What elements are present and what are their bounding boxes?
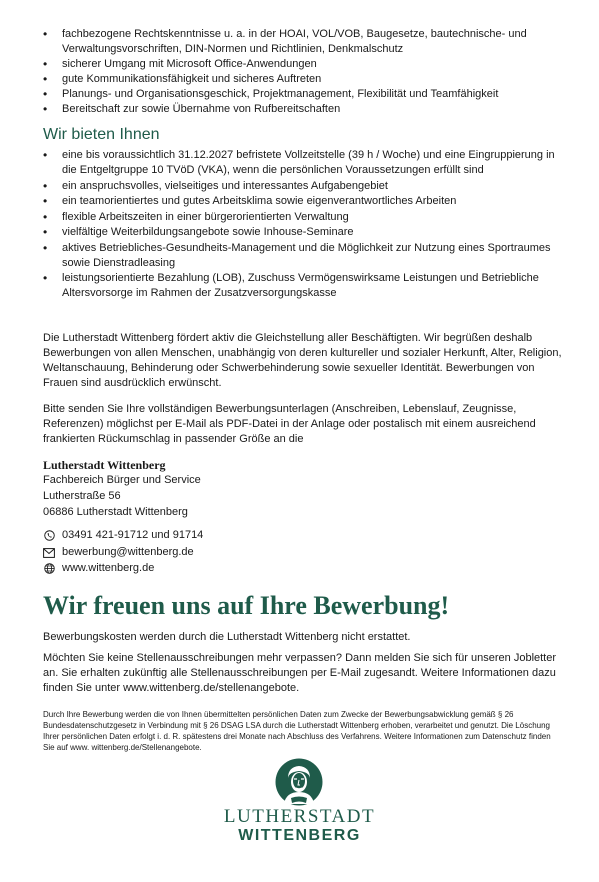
contact-web	[43, 561, 154, 576]
list-item: • ein anspruchsvolles, vielseitiges und interessantes Aufgabengebiet	[43, 179, 558, 194]
address-street: Lutherstraße 56	[43, 490, 121, 502]
list-item: • Planungs- und Organisationsgeschick, Projektmanagement, Flexibilität und Teamfähigkeit	[43, 87, 558, 102]
costs-paragraph: Bewerbungskosten werden durch die Lutherstadt Wittenberg nicht erstattet.	[43, 631, 411, 643]
offer-heading: Wir bieten Ihnen	[43, 126, 160, 143]
email-link[interactable]: bewerbung@wittenberg.de	[62, 546, 194, 558]
application-paragraph: Bitte senden Sie Ihre vollständigen Bewerbungsunterlagen (Anschreiben, Lebenslauf, Zeugnisse, Referenzen) möglichst per E-Mail als PDF-Datei in der Anlage oder postalisch mit einem ausreichend frankierten Rückumschlag in passender Größe an die	[43, 403, 536, 445]
list-item: • fachbezogene Rechtskenntnisse u. a. in der HOAI, VOL/VOB, Baugesetze, bautechnische- und Verwaltungsvorschriften, DIN-Normen und Richtlinien, Denkmalschutz	[43, 27, 558, 57]
equality-paragraph: Die Lutherstadt Wittenberg fördert aktiv die Gleichstellung aller Beschäftigten. Wir begrüßen deshalb Bewerbungen von allen Menschen, unabhängig von deren kultureller und sozialer Herkunft, Alter, Religion, Weltanschauung, Behinderung oder Schwerbehinderung sowie sexueller Identität. Bewerbungen von Frauen sind ausdrücklich erwünscht.	[43, 332, 562, 389]
list-item: • aktives Betriebliches-Gesundheits-Management und die Möglichkeit zur Nutzung eines Sportraumes sowie Dienstradleasing	[43, 241, 558, 271]
logo-text-line2: WITTENBERG	[238, 827, 361, 844]
logo-text-line1: LUTHERSTADT	[223, 806, 376, 827]
list-item: • ein teamorientiertes und gutes Arbeitsklima sowie eigenverantwortliches Arbeiten	[43, 194, 558, 209]
contact-phone	[43, 528, 203, 543]
luther-portrait-icon	[275, 758, 323, 806]
phone-number: 03491 421-91712 und 91714	[62, 529, 204, 541]
address-city: 06886 Lutherstadt Wittenberg	[43, 506, 188, 518]
contact-email	[43, 545, 194, 560]
offers-list	[43, 148, 558, 302]
envelope-icon	[43, 547, 55, 559]
closing-heading: Wir freuen uns auf Ihre Bewerbung!	[43, 591, 450, 620]
list-item: • sicherer Umgang mit Microsoft Office-Anwendungen	[43, 57, 558, 72]
phone-icon	[43, 530, 55, 542]
jobletter-paragraph: Möchten Sie keine Stellenausschreibungen mehr verpassen? Dann melden Sie sich für unseren Jobletter an. Sie erhalten zukünftig alle Stellenausschreibungen per E-Mail zugesandt. Weitere Informationen dazu finden Sie unter www.wittenberg.de/stellenangebote.	[43, 652, 557, 694]
requirements-list	[43, 27, 558, 117]
list-item: • leistungsorientierte Bezahlung (LOB), Zuschuss Vermögenswirksame Leistungen und Betriebliche Altersvorsorge im Rahmen der Zusatzversorgungskasse	[43, 271, 558, 301]
list-item: • flexible Arbeitszeiten in einer bürgerorientierten Verwaltung	[43, 210, 558, 225]
list-item: • vielfältige Weiterbildungsangebote sowie Inhouse-Seminare	[43, 225, 558, 240]
privacy-notice: Durch Ihre Bewerbung werden die von Ihnen übermittelten persönlichen Daten zum Zwecke der Bewerbungsabwicklung gemäß § 26 Bundesdatenschutzgesetz in Verbindung mit § 26 DSAG LSA durch die Lutherstadt Wittenberg erhoben, verarbeitet und genutzt. Die Löschung Ihrer persönlichen Daten erfolgt i. d. R. spätestens drei Monate nach Abschluss des Verfahrens. Weitere Informationen zum Datenschutz finden Sie auf www. wittenberg.de/Stellenangebote.	[43, 710, 551, 752]
address-organization: Lutherstadt Wittenberg	[43, 458, 166, 472]
address-department: Fachbereich Bürger und Service	[43, 474, 201, 486]
list-item: • gute Kommunikationsfähigkeit und sicheres Auftreten	[43, 72, 558, 87]
list-item: • Bereitschaft zur sowie Übernahme von Rufbereitschaften	[43, 102, 558, 117]
globe-icon	[43, 563, 55, 575]
website-link[interactable]: www.wittenberg.de	[62, 562, 155, 574]
list-item: • eine bis voraussichtlich 31.12.2027 befristete Vollzeitstelle (39 h / Woche) und eine Eingruppierung in die Entgeltgruppe 10 TVöD (VKA), wenn die persönlichen Voraussetzungen erfüllt sind	[43, 148, 558, 178]
